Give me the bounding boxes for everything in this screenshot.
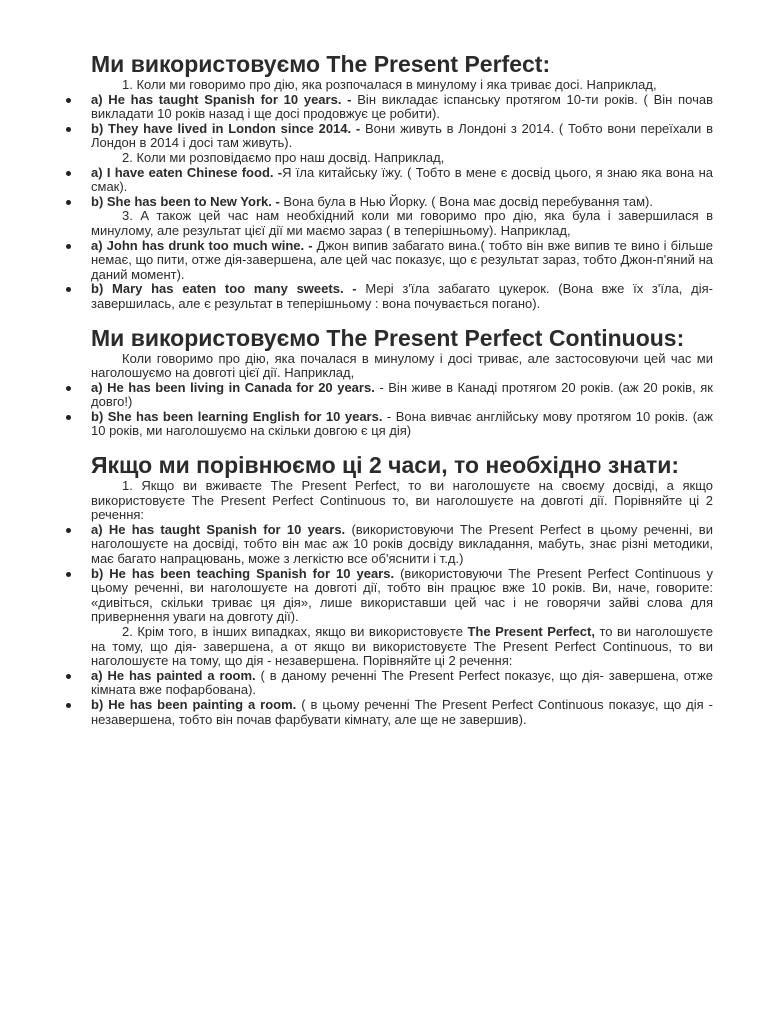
- list-item: [91, 410, 713, 439]
- comparison-point-2-lead: 2. Крім того, в інших випадках, якщо ви використовуєте: [122, 624, 468, 639]
- document-page: [91, 50, 713, 727]
- example-list: [91, 93, 713, 151]
- usage-point-3: 3. А також цей час нам необхідний коли ми говоримо про дію, яка була і завершилася в минулому, але результат цієї дії ми маємо зараз ( в теперішньому). Наприклад,: [91, 208, 713, 238]
- example-explanation: (використовуючи The Present Perfect Continuous у цьому реченні, ви наголошуєте на довготі дії, тобто він працює вже 10 років. Ви, наче, говорите: «дивіться, скільки триває ця дія», лише використавши цей час і не говорячи зайві слова для привернення уваги на довготу дії).: [91, 565, 713, 625]
- section-heading-present-perfect: Ми використовуємо The Present Perfect:: [91, 51, 551, 77]
- list-item: [91, 195, 713, 210]
- example-translation: - Він живе в Канаді протягом 20 років. (аж 20 років, як довго!): [91, 379, 713, 410]
- list-item: [91, 122, 713, 151]
- example-sentence: b) He has been teaching Spanish for 10 years.: [91, 565, 395, 581]
- example-list: [91, 239, 713, 312]
- comparison-point-2-rest: то ви наголошуєте на тому, що дія- завершена, а от якщо ви використовуєте The Present Perfect Continuous, то ви наголошуєте на тому, що дія - незавершена. Порівняйте ці 2 речення:: [91, 624, 714, 669]
- comparison-point-1: 1. Якщо ви вживаєте The Present Perfect, то ви наголошуєте на своєму досвіді, а якщо використовуєте The Present Perfect Continuous то, ви наголошуєте на довготі дії. Порівняйте ці 2 речення:: [91, 478, 713, 523]
- example-sentence: b) She has been learning English for 10 years.: [91, 408, 383, 424]
- list-item: [91, 93, 713, 122]
- list-item: [91, 166, 713, 195]
- example-list: [91, 669, 713, 727]
- example-explanation: ( в даному реченні The Present Perfect показує, що дія- завершена, отже кімната вже пофарбована).: [91, 667, 714, 698]
- list-item: [91, 523, 713, 567]
- example-sentence: a) He has taught Spanish for 10 years. -: [91, 91, 352, 107]
- example-explanation: ( в цьому реченні The Present Perfect Continuous показує, що дія - незавершена, тобто він почав фарбувати кімнату, але ще не завершив).: [91, 696, 713, 727]
- list-item: [91, 567, 713, 625]
- list-item: [91, 381, 713, 410]
- example-sentence: b) They have lived in London since 2014. -: [91, 120, 361, 136]
- example-translation: Мері з'їла забагато цукерок. (Вона вже їх з'їла, дія- завершилась, але є результат в теперішньому : вона почувається погано).: [91, 281, 713, 311]
- example-explanation: (використовуючи The Present Perfect в цьому реченні, ви наголошуєте на досвіді, тобто він має аж 10 років досвіду викладання, мабуть, знає різні методики, має багато напрацювань, може з легкістю все об'яснити і т.д.): [91, 521, 713, 567]
- example-translation: Джон випив забагато вина.( тобто він вже випив те вино і більше немає, що пити, отже дія-завершена, але цей час показує, що є результат зараз, тобто Джон-п'яний на даний момент).: [91, 237, 713, 282]
- section-heading-present-perfect-continuous: Ми використовуємо The Present Perfect Continuous:: [91, 324, 685, 351]
- comparison-point-2-term: The Present Perfect,: [467, 624, 595, 639]
- example-list: [91, 166, 713, 210]
- example-sentence: b) He has been painting a room.: [91, 696, 297, 712]
- example-sentence: a) I have eaten Chinese food. -: [91, 164, 283, 180]
- list-item: [91, 698, 713, 727]
- list-item: [91, 239, 713, 283]
- section-intro: Коли говоримо про дію, яка почалася в минулому і досі триває, але застосовуючи цей час ми наголошуємо на довготі цієї дії. Наприклад,: [91, 350, 713, 381]
- list-item: [91, 282, 713, 311]
- example-translation: Я їла китайську їжу. ( Тобто в мене є досвід цього, я знаю яка вона на смак).: [91, 164, 713, 195]
- list-item: [91, 669, 713, 698]
- example-list: [91, 381, 713, 439]
- example-translation: Вона була в Нью Йорку. ( Вона має досвід перебування там).: [279, 193, 653, 209]
- comparison-point-2: [91, 625, 713, 669]
- example-sentence: a) John has drunk too much wine. -: [91, 237, 313, 253]
- example-sentence: a) He has taught Spanish for 10 years.: [91, 521, 346, 537]
- example-sentence: b) Mary has eaten too many sweets. -: [91, 281, 357, 297]
- example-translation: Вони живуть в Лондоні з 2014. ( Тобто вони переїхали в Лондон в 2014 і досі там живуть).: [91, 120, 713, 151]
- example-list: [91, 523, 713, 625]
- section-heading-comparison: Якщо ми порівнюємо ці 2 часи, то необхідно знати:: [91, 452, 680, 479]
- example-sentence: a) He has been living in Canada for 20 years.: [91, 379, 375, 395]
- example-sentence: b) She has been to New York. -: [91, 193, 280, 209]
- example-translation: Він викладає іспанську протягом 10-ти років. ( Він почав викладати 10 років назад і ще досі продовжує це робити).: [91, 91, 713, 122]
- example-sentence: a) He has painted a room.: [91, 667, 256, 683]
- example-translation: - Вона вивчає англійську мову протягом 10 років. (аж 10 років, ми наголошуємо на скільки довгою є ця дія): [91, 408, 713, 439]
- usage-point-1: 1. Коли ми говоримо про дію, яка розпочалася в минулому і яка триває досі. Наприклад,: [122, 77, 657, 92]
- usage-point-2: 2. Коли ми розповідаємо про наш досвід. Наприклад,: [122, 149, 445, 165]
